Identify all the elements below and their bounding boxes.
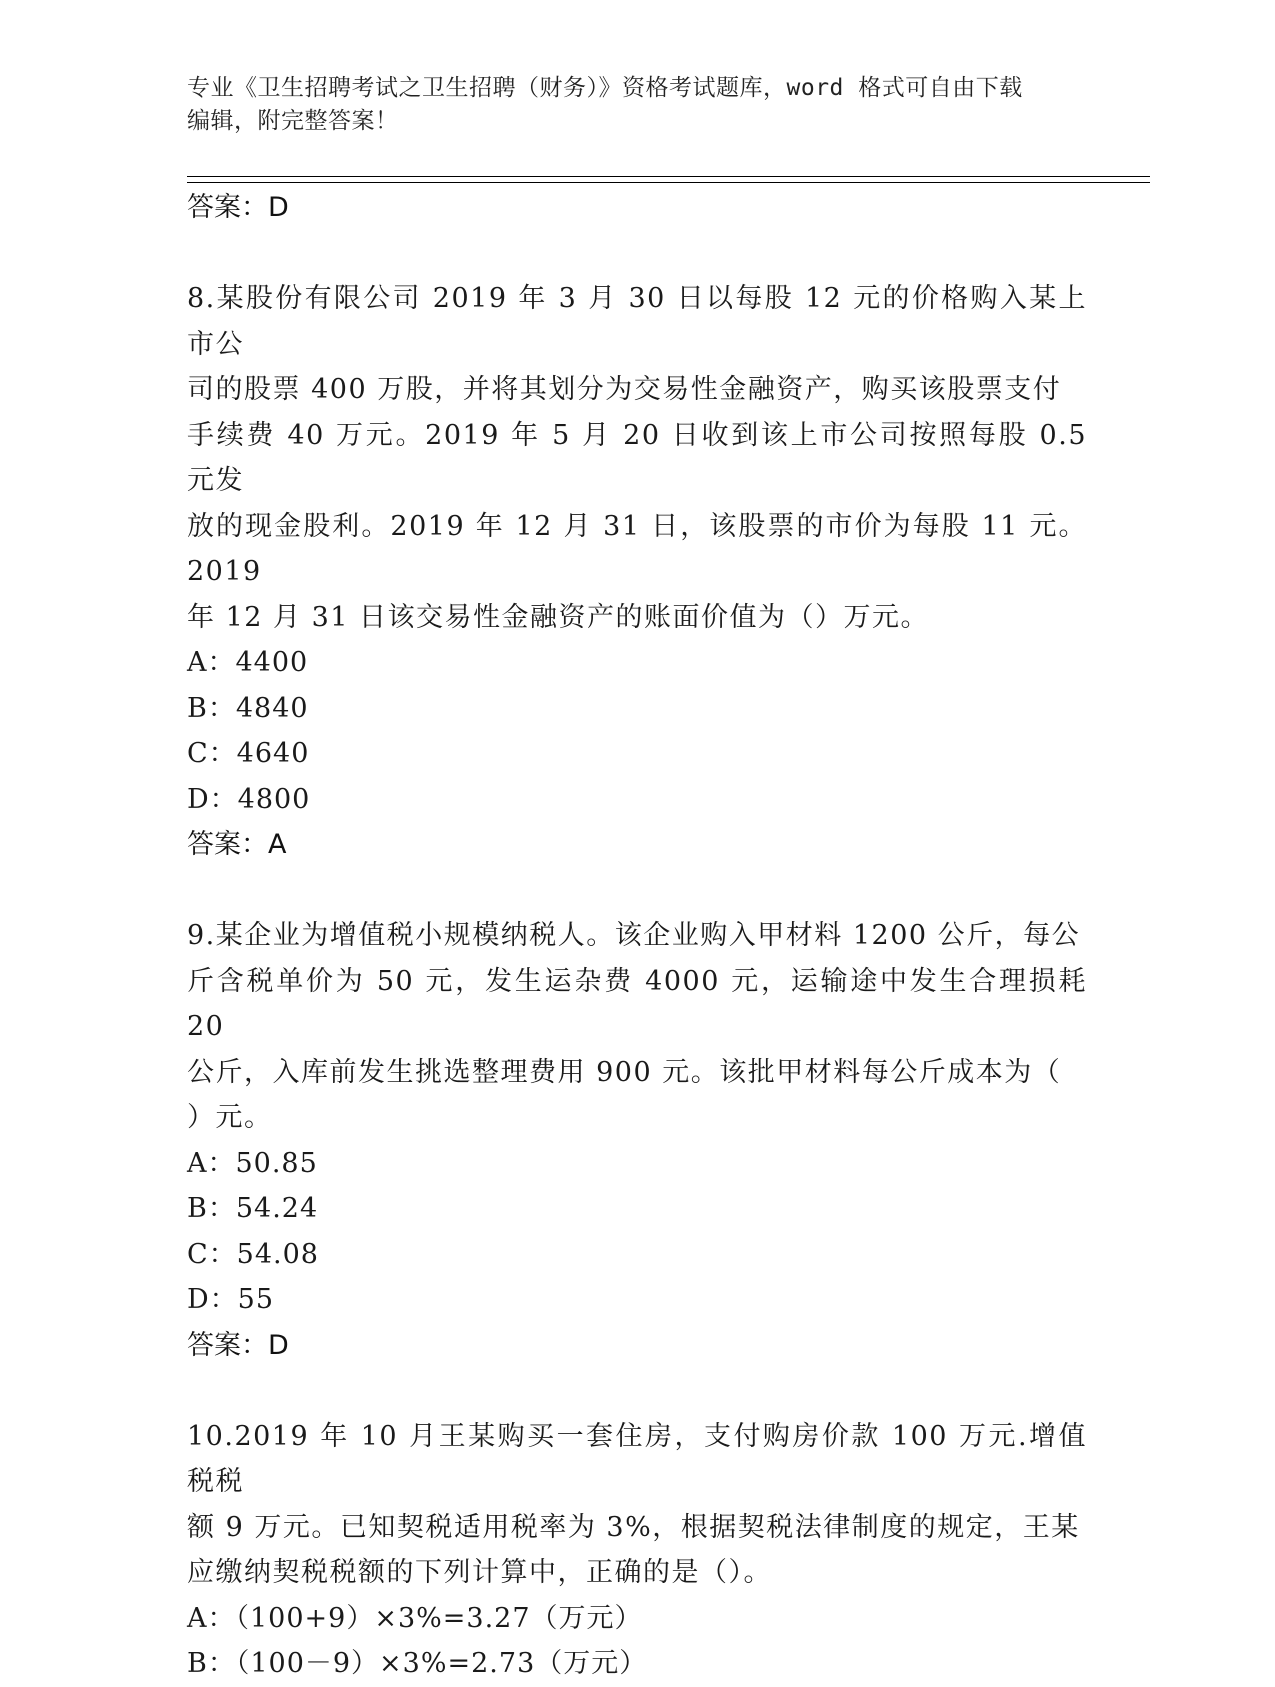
option-d: D：55 [187,1284,275,1315]
header-line-1: 专业《卫生招聘考试之卫生招聘（财务）》资格考试题库，word 格式可自由下载 [187,75,1023,101]
option-c: C：4640 [187,738,310,769]
question-content [187,185,1087,1687]
header-line-2: 编辑，附完整答案！ [187,108,399,134]
question-10 [187,1414,1087,1687]
question-stem-line: 手续费 40 万元。2019 年 5 月 20 日收到该上市公司按照每股 0.5 元发 [187,419,1087,496]
question-8 [187,276,1087,868]
question-stem-line: 9.某企业为增值税小规模纳税人。该企业购入甲材料 1200 公斤，每公 [187,920,1081,951]
answer-line: 答案：A [187,829,287,860]
spacer [187,1369,1087,1414]
question-stem-line: 8.某股份有限公司 2019 年 3 月 30 日以每股 12 元的价格购入某上市公 [187,283,1087,360]
question-stem-line: 年 12 月 31 日该交易性金融资产的账面价值为（）万元。 [187,601,930,633]
spacer [187,231,1087,276]
question-stem-line: ）元。 [187,1102,273,1133]
option-b: B：（100－9）×3%=2.73（万元） [187,1648,648,1679]
question-stem-line: 应缴纳契税税额的下列计算中，正确的是（）。 [187,1557,772,1588]
question-stem-line: 额 9 万元。已知契税适用税率为 3%，根据契税法律制度的规定，王某 [187,1511,1080,1543]
question-9 [187,913,1087,1369]
question-stem-line: 公斤，入库前发生挑选整理费用 900 元。该批甲材料每公斤成本为（ [187,1056,1062,1088]
option-c: C：54.08 [187,1238,319,1270]
document-header [187,72,1087,138]
question-stem-line: 放的现金股利。2019 年 12 月 31 日，该股票的市价为每股 11 元。2019 [187,510,1087,587]
option-b: B：4840 [187,692,309,724]
question-stem-line: 斤含税单价为 50 元，发生运杂费 4000 元，运输途中发生合理损耗 20 [187,965,1087,1042]
answer-line: 答案：D [187,1329,289,1361]
option-d: D：4800 [187,783,311,815]
previous-answer: 答案：D [187,192,289,223]
option-a: A：（100+9）×3%=3.27（万元） [187,1602,643,1634]
option-b: B：54.24 [187,1193,319,1224]
question-stem-line: 10.2019 年 10 月王某购买一套住房，支付购房价款 100 万元.增值税税 [187,1420,1087,1497]
option-a: A：50.85 [187,1147,318,1179]
header-divider-bottom [187,182,1150,183]
spacer [187,868,1087,913]
option-a: A：4400 [187,647,309,678]
question-stem-line: 司的股票 400 万股，并将其划分为交易性金融资产，购买该股票支付 [187,374,1062,405]
header-divider-top [187,176,1150,177]
